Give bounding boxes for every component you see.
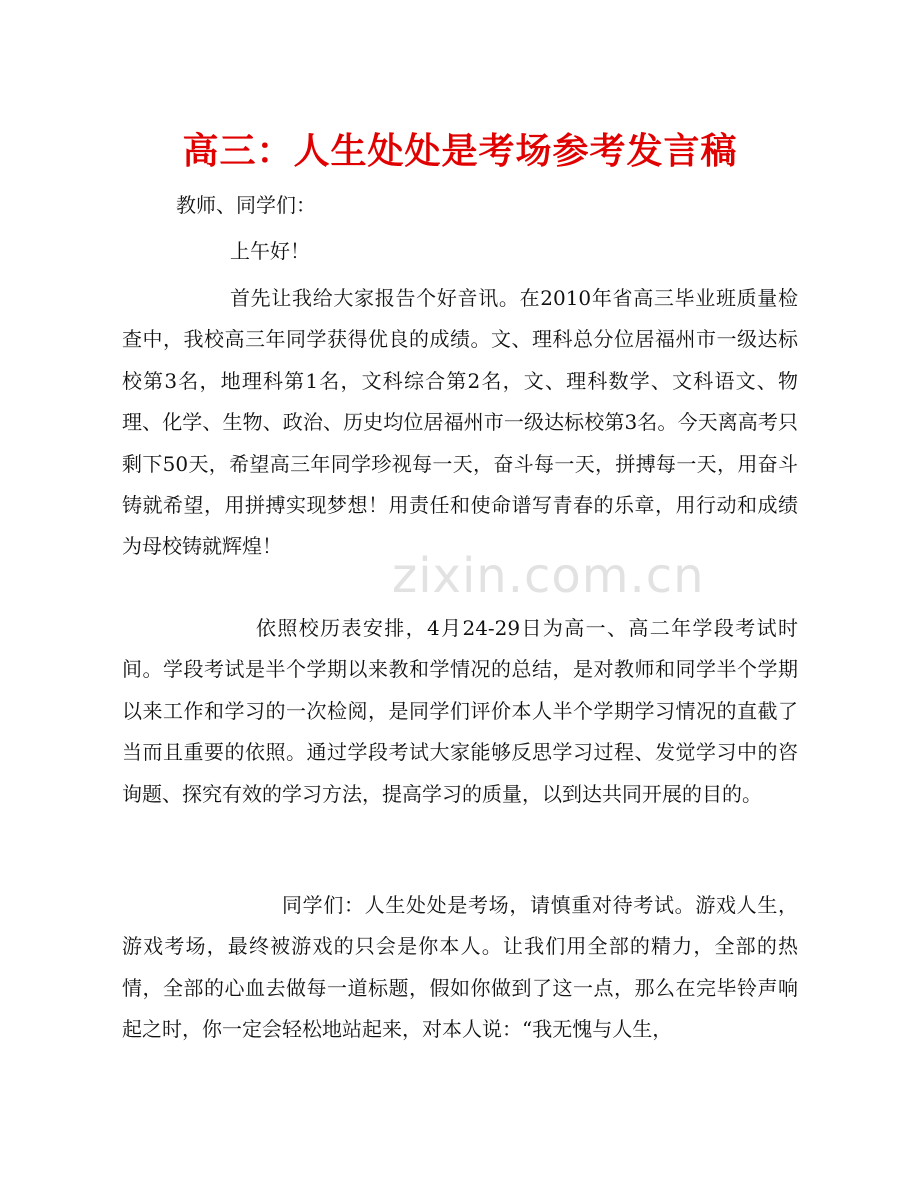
paragraph-3: 同学们：人生处处是考场，请慎重对待考试。游戏人生，游戏考场，最终被游戏的只会是你本人。让我们用全部的精力，全部的热情，全部的心血去做每一道标题，假如你做到了这一点，那么在完毕铃声响起之时，你一定会轻松地站起来，对本人说：“我无愧与人生， (122, 893, 798, 1042)
salutation: 教师、同学们： (176, 193, 316, 217)
greeting: 上午好！ (230, 239, 310, 263)
paragraph-2: 依照校历表安排，4月24-29日为高一、高二年学段考试时间。学段考试是半个学期以来教和学情况的总结，是对教师和同学半个学期以来工作和学习的一次检阅，是同学们评价本人半个学期学习情况的直截了当而且重要的依照。通过学段考试大家能够反思学习过程、发觉学习中的咨询题、探究有效的学习方法，提高学习的质量，以到达共同开展的目的。 (122, 616, 798, 806)
document-title: 高三：人生处处是考场参考发言稿 (182, 131, 738, 172)
watermark: zixin.com.cn (392, 548, 705, 604)
paragraph-1: 首先让我给大家报告个好音讯。在2010年省高三毕业班质量检查中，我校高三年同学获得优良的成绩。文、理科总分位居福州市一级达标校第3名，地理科第1名，文科综合第2名，文、理科数学、文科语文、物理、化学、生物、政治、历史均位居福州市一级达标校第3名。今天离高考只剩下50天，希望高三年同学珍视每一天，奋斗每一天，拼搏每一天，用奋斗铸就希望，用拼搏实现梦想！用责任和使命谱写青春的乐章，用行动和成绩为母校铸就辉煌！ (122, 286, 798, 559)
